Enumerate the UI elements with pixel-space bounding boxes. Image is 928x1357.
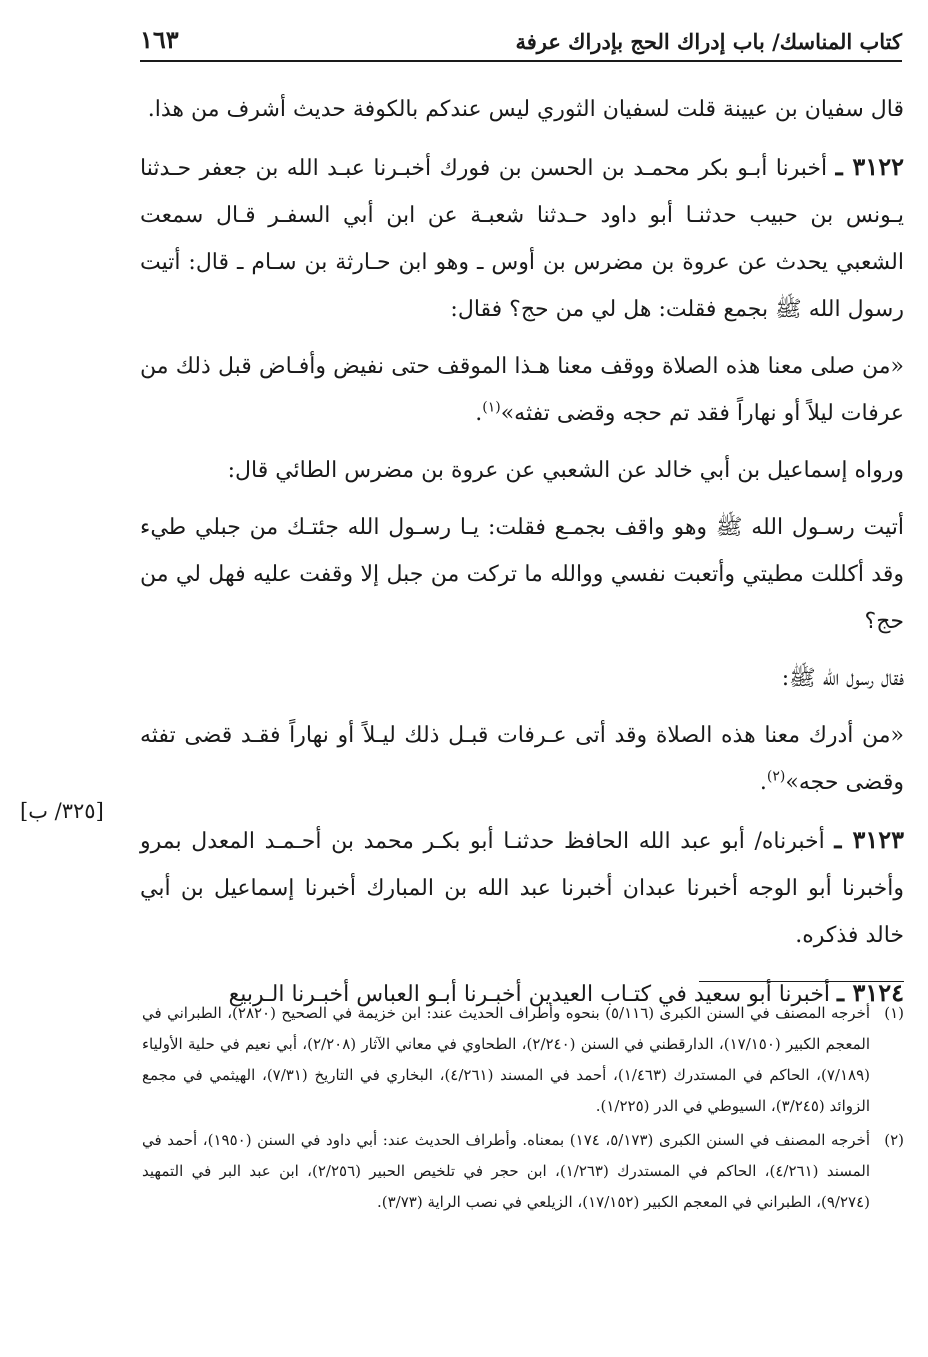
footnote — [142, 1125, 904, 1218]
quote-text: «من أدرك معنا هذه الصلاة وقد أتى عـرفات قبـل ذلك ليـلاً أو نهاراً فقـد قضى تفثه وقضى حجه» — [140, 723, 904, 795]
paragraph — [140, 86, 904, 133]
running-header — [140, 18, 902, 62]
page-number: ١٦٣ — [140, 25, 179, 54]
footnote — [142, 998, 904, 1122]
paragraph — [140, 655, 904, 702]
hadith-text: أخبرناه/ أبو عبد الله الحافظ حدثنـا أبو بكـر محمد بن أحـمـد المعدل بمرو وأخبرنا أبو الوجه أخبرنا عبدان أخبرنا عبد الله بن المبارك أخبرنا إسماعيل بن أبي خالد فذكره. — [140, 829, 904, 948]
footnote-text: أخرجه المصنف في السنن الكبرى (٥/١١٦) بنحوه وأطراف الحديث عند: ابن خزيمة في الصحيح (٢٨٢٠)، الطبراني في المعجم الكبير (١٧/١٥٠)، الدارقطني في السنن (٢/٢٤٠)، الطحاوي في معاني الآثار (٢/٢٠٨)، أبي نعيم في حلية الأولياء (٧/١٨٩)، الحاكم في المستدرك (١/٤٦٣)، أحمد في المسند (٤/٢٦١)، البخاري في التاريخ (٧/٣١)، الهيثمي في مجمع الزوائد (٣/٢٤٥)، السيوطي في الدر (١/٢٢٥). — [142, 1004, 871, 1115]
hadith-number: ٣١٢٢ ـ — [835, 152, 904, 181]
quote-text: «من صلى معنا هذه الصلاة ووقف معنا هـذا الموقف حتى نفيض وأفـاض قبل ذلك من عرفات ليلاً أو نهاراً فقد تم حجه وقضى تفثه» — [140, 354, 904, 426]
period: . — [759, 770, 767, 795]
hadith-text: أخبرنا أبو سعيد في كتـاب العيدين أخبـرنا أبـو العباس أخبـرنا الـربيع — [228, 982, 831, 1007]
hadith-number: ٣١٢٤ ـ — [837, 978, 904, 1007]
main-text — [140, 86, 904, 1028]
manuscript-folio-note: [٣٢٥/ ب] — [20, 799, 104, 823]
chapter-title: كتاب المناسك/ باب إدراك الحج بإدراك عرفة — [515, 29, 902, 54]
footnote-text: أخرجه المصنف في السنن الكبرى (٥/١٧٣، ١٧٤) بمعناه. وأطراف الحديث عند: أبي داود في السنن (١٩٥٠)، أحمد في المسند (٤/٢٦١)، الحاكم في المستدرك (١/٢٦٣)، ابن حجر في تلخيص الحبير (٢/٢٥٦)، ابن عبد البر في التمهيد (٩/٢٧٤)، الطبراني في المعجم الكبير (١٧/١٥٢)، الزيلعي في نصب الراية (٣/٧٣). — [142, 1131, 871, 1211]
paragraph-text: قال سفيان بن عيينة قلت لسفيان الثوري ليس عندكم بالكوفة حديث أشرف من هذا. — [147, 97, 904, 122]
hadith-text: أخبرنا أبـو بكر محمـد بن الحسن بن فورك أخبـرنا عبـد الله بن جعفر حـدثنا يـونس بن حبيب حدثنـا أبو داود حـدثنا شعبـة عن ابن أبي السفـر قـال سمعت الشعبي يحدث عن عروة بن مضرس بن أوس ـ وهو ابن حـارثة بن سـام ـ قال: أتيت رسول الله ﷺ بجمع فقلت: هل لي من حج؟ فقال: — [140, 156, 904, 322]
footnote-number: (٢) — [884, 1131, 904, 1149]
hadith-paragraph — [140, 816, 904, 959]
paragraph — [140, 447, 904, 494]
period: . — [475, 401, 483, 426]
paragraph-text: ورواه إسماعيل بن أبي خالد عن الشعبي عن عروة بن مضرس الطائي قال: — [227, 458, 904, 483]
paragraph — [140, 504, 904, 645]
footnote-ref: (٢) — [766, 768, 786, 785]
quote-paragraph — [140, 343, 904, 437]
hadith-paragraph — [140, 143, 904, 333]
paragraph-text: أتيت رسـول الله ﷺ وهو واقف بجمـع فقلت: يـا رسـول الله جئتـك من جبلي طيء وقد أكللت مطيتي وأتعبت نفسي ووالله ما تركت من جبل إلا وقفت عليه فهل لي من حج؟ — [140, 515, 904, 634]
footnote-number: (١) — [884, 1004, 904, 1022]
footnote-ref: (١) — [482, 399, 501, 416]
hadith-number: ٣١٢٣ ـ — [834, 825, 905, 854]
footnote-divider — [699, 981, 904, 982]
footnotes — [142, 998, 904, 1221]
paragraph-text: فقال رسول الله ﷺ: — [781, 666, 904, 691]
quote-paragraph — [140, 712, 904, 806]
